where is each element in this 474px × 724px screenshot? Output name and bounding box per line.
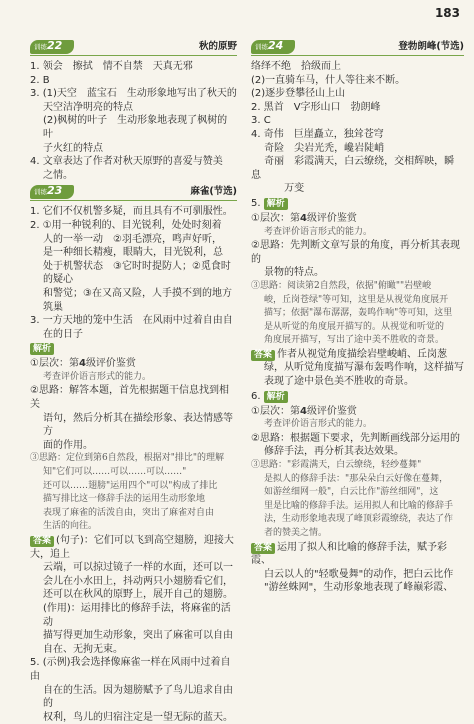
section-22-header [30, 40, 237, 56]
section-22-title: 秋的原野 [198, 41, 237, 52]
level-description: 考查评价语言形式的能力。 [264, 226, 373, 237]
analysis-line: 景物的特点。 [264, 267, 324, 279]
answer-paragraph [251, 348, 464, 362]
level-suffix: 级评价鉴赏 [306, 212, 357, 224]
answer-line: 白云以人的"轻歌曼舞"的动作，把白云比作 [264, 568, 454, 580]
answer-line: 人的一举一动 ②羽毛漂亮，鸣声好听， [43, 233, 222, 245]
answer-line: (2)枫树的叶子 生动形象地表现了枫树的叶 [43, 115, 228, 140]
answer-line: 还可以在秋风的原野上，展开自己的翅膀。 [43, 589, 233, 601]
answer-paragraph [30, 534, 237, 561]
training-badge-23 [30, 185, 74, 199]
answer-line: 1. 它们不仅机警多疑，而且具有不可驯服性。 [30, 206, 233, 218]
analysis-tag: 解析 [264, 391, 288, 403]
answer-line: 子火红的特点 [43, 142, 103, 154]
answer-paragraph [251, 541, 464, 568]
answer-line: (作用)：运用排比的修辞手法，将麻雀的活动 [43, 602, 231, 628]
analysis-line: ②思路：根据题下要求，先判断画线部分运用的 [251, 432, 460, 444]
answer-tag: 答案 [251, 350, 275, 361]
answer-line: (句子)：它们可以飞到高空翅膀，迎接大大，追上 [30, 535, 234, 560]
answer-line: 在的日子 [43, 328, 83, 340]
badge-text: 训练 [34, 188, 47, 197]
analysis-line: 峻，丘岗苍绿"等可知，这里是从视觉角度展开 [264, 294, 449, 305]
answer-line: 天空洁净明亮的特点 [43, 101, 133, 113]
answer-line: 5. (示例)我会选择像麻雀一样在风雨中过着自由 [30, 657, 231, 682]
right-column [251, 40, 464, 595]
level-number: 4 [299, 405, 307, 417]
answer-line: 2. 黑首 V字形山口 勃朗峰 [251, 101, 381, 113]
level-line [251, 212, 464, 226]
answer-line: 络绎不绝 拾级而上 [251, 61, 341, 72]
section-24-header [251, 40, 464, 56]
answer-line: 和警觉；③在又高又险，人手摸不到的地方 [43, 287, 232, 299]
level-line [30, 357, 237, 371]
analysis-line: ②思路：解答本题，首先根据题干信息找到相关 [30, 385, 229, 411]
level-description: 考查评价语言形式的能力。 [43, 371, 152, 382]
analysis-line: 面的作用。 [43, 439, 93, 451]
answer-line: 会儿在小水田上，抖动两只小翅膀看它们， [43, 575, 233, 587]
analysis-line: ③思路：阅读第2自然段，依据"俯瞰""岩壁峻 [251, 280, 432, 291]
answer-line: 权利，鸟儿的归宿注定是一望无际的蓝天。 [43, 711, 233, 723]
answer-line: 奇丽 彩霞满天，白云缭绕，交相辉映，瞬息 [251, 156, 455, 181]
badge-text: 训练 [255, 43, 268, 51]
answer-line: 绿，从听觉角度描写瀑布轰鸣作响，这样描写 [264, 362, 464, 374]
answer-line: 3. (1)天空 蓝宝石 生动形象地写出了秋天的 [30, 88, 237, 100]
answer-line: 自在的生活。因为翅膀赋予了鸟儿追求自由的 [43, 684, 233, 710]
analysis-line: 是拟人的修辞手法："那朵朵白云好像在蔓舞， [264, 473, 449, 484]
answer-line: 奇险 尖岩光秃，巉岩陡峭 [251, 142, 385, 154]
level-description: 考查评价语言形式的能力。 [264, 419, 373, 430]
analysis-line: 者的赞美之情。 [264, 528, 328, 538]
analysis-line: 表现了麻雀的活泼自由，突出了麻雀对自由 [43, 507, 215, 518]
analysis-line: 描写排比这一修辞手法的运用生动形象地 [43, 494, 206, 505]
page-number: 183 [434, 6, 460, 20]
badge-number: 24 [268, 39, 284, 52]
training-badge-22 [30, 40, 74, 54]
answer-line: (2)逐步登攀径山上山 [251, 88, 346, 100]
level-prefix: ①层次：第 [251, 405, 300, 417]
answer-line: 表现了途中景色美不胜收的奇景。 [264, 376, 414, 388]
level-number: 4 [299, 212, 307, 224]
answer-line: 1. 领会 擦拭 情不自禁 天真无邪 [30, 61, 193, 72]
training-badge-24 [251, 40, 295, 54]
answer-line: 之情。 [43, 169, 73, 181]
analysis-line: 是从听觉的角度展开描写的。从视觉和听觉的 [264, 321, 445, 332]
answer-line: 万变 [251, 183, 305, 195]
badge-number: 22 [47, 39, 63, 52]
level-suffix: 级评价鉴赏 [85, 358, 136, 370]
analysis-tag: 解析 [264, 198, 288, 210]
level-suffix: 级评价鉴赏 [306, 405, 357, 417]
analysis-tag: 解析 [30, 343, 54, 355]
left-column [30, 40, 237, 724]
analysis-line: 里是比喻的修辞手法。运用拟人和比喻的修辞手 [264, 500, 454, 511]
answer-line: 2. ①用一种锐利的、目光锐利，处处时刻着 [30, 219, 222, 231]
level-prefix: ①层次：第 [251, 212, 300, 224]
answer-line: 是一种细长精瘦，眼睛大，目光锐利，总 [43, 247, 223, 259]
question-number: 5. [251, 197, 261, 209]
question-number: 6. [251, 390, 261, 402]
analysis-line: 法，生动形象地表现了峰顶彩霞缭绕，表达了作 [264, 514, 454, 525]
answer-line: 作者从视觉角度描绘岩壁峻峭、丘岗葱 [277, 348, 448, 360]
analysis-line: 还可以……翅膀"运用四个"可以"构成了排比 [43, 480, 218, 491]
level-line [251, 405, 464, 419]
analysis-line: ②思路：先判断文章写景的角度，再分析其表现的 [251, 240, 460, 265]
answer-line: "游丝蛛网"，生动形象地表现了峰巅彩霞、 [264, 582, 454, 594]
analysis-line: 角度展开描写，写出了途中美不胜收的奇景。 [264, 335, 445, 346]
analysis-line: ③思路："彩霞满天，白云缭绕，轻纱蔓舞" [251, 460, 422, 471]
answer-tag: 答案 [251, 543, 275, 554]
level-number: 4 [78, 358, 86, 370]
section-23-header [30, 185, 237, 201]
answer-line: 3. 一方天地的笼中生活 在风雨中过着自由自 [30, 315, 233, 327]
answer-line: 4. 文章表达了作者对秋天原野的喜爱与赞美 [30, 156, 223, 168]
section-24-title: 登勃朗峰(节选) [398, 41, 464, 52]
badge-text: 训练 [34, 43, 47, 51]
answer-line: 云端，可以掠过镜子一样的水面，还可以一 [43, 562, 233, 574]
analysis-line: 修辞手法，再分析其表达效果。 [264, 446, 404, 458]
level-prefix: ①层次：第 [30, 358, 79, 370]
answer-line: 筑巢 [43, 301, 63, 313]
answer-tag: 答案 [30, 536, 54, 547]
answer-line: 运用了拟人和比喻的修辞手法，赋予彩霞、 [251, 541, 448, 567]
answer-line: 描写得更加生动形象，突出了麻雀可以自由 [43, 630, 233, 642]
answer-line: 自在、无拘无束。 [43, 643, 123, 655]
answer-line: 处于机警状态 ③它时时提防人；②觅食时的疑心 [43, 260, 231, 286]
answer-line: 3. C [251, 115, 271, 127]
analysis-line: 语句，然后分析其在描绘形象、表达情感等方 [43, 412, 233, 438]
analysis-line: ③思路：定位到第6自然段，根据对"排比"的理解 [30, 453, 225, 464]
analysis-line: 描写；依据"瀑布潺潺，轰鸣作响"等可知，这里 [264, 308, 453, 319]
badge-number: 23 [47, 184, 63, 198]
analysis-line: 生活的向往。 [43, 521, 98, 532]
answer-line: 4. 奇伟 巨崖矗立，独耸苍穹 [251, 128, 384, 140]
analysis-line: 如游丝细网一般"，白云比作"游丝细网"，这 [264, 487, 439, 498]
section-23-title: 麻雀(节选) [190, 186, 237, 198]
answer-line: 2. B [30, 74, 50, 86]
answer-line: (2)一直骑车马，什人等往来不断。 [251, 74, 406, 86]
analysis-line: 知"它们可以……可以……可以……" [43, 467, 187, 478]
